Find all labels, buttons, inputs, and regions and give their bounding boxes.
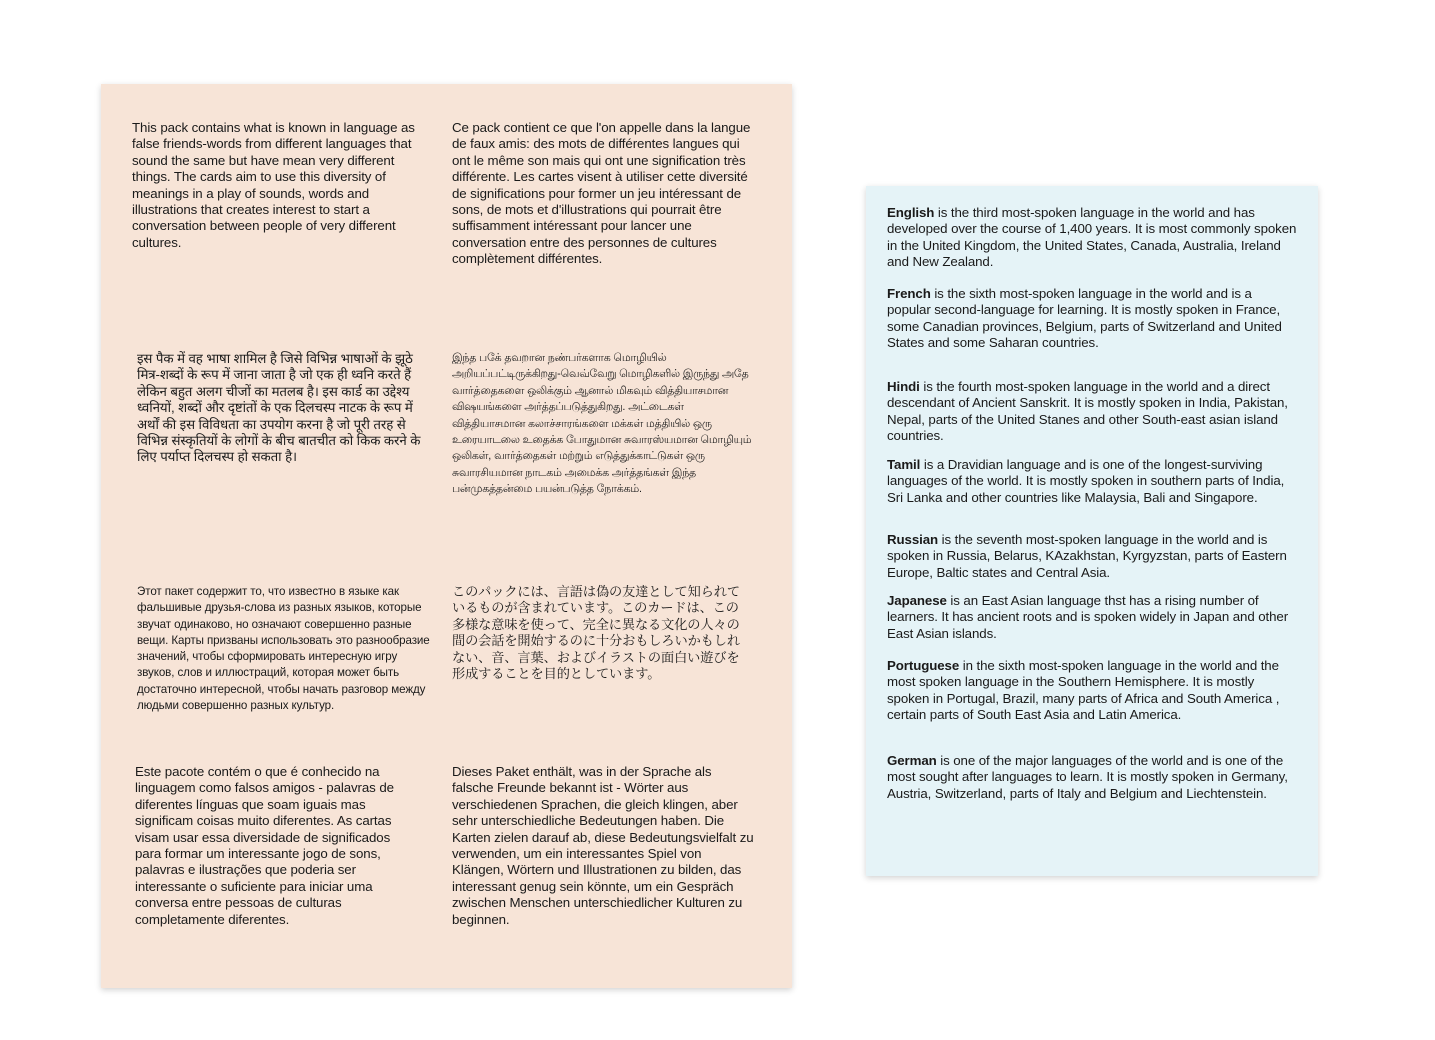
language-description: is the sixth most-spoken language in the world and is a popular second-language for learning. It is mostly spoken in France, some Canadian provinces, Belgium, parts of Switzerland and United States and some Saharan countries. <box>887 286 1282 351</box>
language-name: Hindi <box>887 379 920 394</box>
intro-text-portuguese: Este pacote contém o que é conhecido na linguagem como falsos amigos - palavras de diferentes línguas que soam iguais mas significam coisas muito diferentes. As cartas visam usar essa diversidade de significados para formar um interessante jogo de sons, palavras e ilustrações que poderia ser interessante o suficiente para iniciar uma conversa entre pessoas de culturas completamente diferentes. <box>135 764 394 927</box>
intro-text-english: This pack contains what is known in language as false friends-words from different languages that sound the same but have mean very different things. The cards aim to use this diversity of meanings in a play of sounds, words and illustrations that creates interest to start a conversation between people of very different cultures. <box>132 120 415 250</box>
language-name: English <box>887 205 935 220</box>
language-descriptions-card <box>866 186 1318 876</box>
multilingual-intro-card <box>101 84 792 988</box>
language-description: is an East Asian language thst has a rising number of learners. It has ancient roots and is spoken widely in Japan and other East Asian islands. <box>887 593 1289 641</box>
language-entry-french <box>887 286 1297 352</box>
language-entry-japanese <box>887 593 1297 642</box>
language-name: French <box>887 286 931 301</box>
language-description: is the third most-spoken language in the world and has developed over the course of 1,400 years. It is most commonly spoken in the United Kingdom, the United States, Canada, Australia, Ireland and New Zealand. <box>887 205 1297 270</box>
language-description: is the seventh most-spoken language in the world and is spoken in Russia, Belarus, KAzakhstan, Kyrgyzstan, parts of Eastern Europe, Baltic states and Central Asia. <box>887 532 1287 580</box>
language-entry-russian <box>887 532 1297 581</box>
language-description: in the sixth most-spoken language in the world and the most spoken language in the Southern Hemisphere. It is mostly spoken in Portugal, Brazil, many parts of Africa and South America , certain parts of South East Asia and Latin America. <box>887 658 1280 723</box>
language-entry-german <box>887 753 1297 802</box>
language-description: is one of the major languages of the world and is one of the most sought after languages to learn. It is mostly spoken in Germany, Austria, Switzerland, parts of Italy and Belgium and Liechtenstein. <box>887 753 1288 801</box>
intro-text-hindi: इस पैक में वह भाषा शामिल है जिसे विभिन्न भाषाओं के झूठे मित्र-शब्दों के रूप में जाना जाता है जो एक ही ध्वनि करते हैं लेकिन बहुत अलग चीजों का मतलब है। इस कार्ड का उद्देश्य ध्वनियों, शब्दों और दृष्टांतों के एक दिलचस्प नाटक के रूप में अर्थों की इस विविधता का उपयोग करना है जो पूरी तरह से विभिन्न संस्कृतियों के लोगों के बीच बातचीत को किक करने के लिए पर्याप्त दिलचस्प हो सकता है। <box>137 351 421 465</box>
language-name: Japanese <box>887 593 947 608</box>
language-name: Russian <box>887 532 939 547</box>
intro-text-russian: Этот пакет содержит то, что известно в языке как фальшивые друзья-слова из разных языков, которые звучат одинаково, но означают совершенно разные вещи. Карты призваны использовать это разнообразие значений, чтобы сформировать интересную игру звуков, слов и иллюстраций, которая может быть достаточно интересной, чтобы начать разговор между людьми совершенно разных культур. <box>137 585 430 713</box>
language-entry-portuguese <box>887 658 1297 724</box>
language-entry-hindi <box>887 379 1297 445</box>
language-name: Tamil <box>887 457 921 472</box>
language-description: is a Dravidian language and is one of the longest-surviving languages of the world. It is mostly spoken in southern parts of India, Sri Lanka and other countries like Malaysia, Bali and Singapore. <box>887 457 1285 505</box>
language-entry-tamil <box>887 457 1297 506</box>
intro-text-french: Ce pack contient ce que l'on appelle dans la langue de faux amis: des mots de différentes langues qui ont le même son mais qui ont une signification très différente. Les cartes visent à utiliser cette diversité de significations pour former un jeu intéressant de sons, de mots et d'illustrations qui pourrait être suffisamment intéressant pour lancer une conversation entre des personnes de cultures complètement différentes. <box>452 120 751 267</box>
intro-text-japanese: このパックには、言語は偽の友達として知られているものが含まれています。このカードは、この多様な意味を使って、完全に異なる文化の人々の間の会話を開始するのに十分おもしろいかもしれない、音、言葉、およびイラストの面白い遊びを形成することを目的としています。 <box>452 584 740 682</box>
intro-text-german: Dieses Paket enthält, was in der Sprache als falsche Freunde bekannt ist - Wörter aus verschiedenen Sprachen, die gleich klingen, aber sehr unterschiedliche Bedeutungen haben. Die Karten zielen darauf ab, diese Bedeutungsvielfalt zu verwenden, um ein interessantes Spiel von Klängen, Wörtern und Illustrationen zu bilden, das interessant genug sein könnte, um ein Gespräch zwischen Menschen unterschiedlicher Kulturen zu beginnen. <box>452 764 754 927</box>
language-name: Portuguese <box>887 658 960 673</box>
language-description: is the fourth most-spoken language in the world and a direct descendant of Ancient Sanskrit. It is mostly spoken in India, Pakistan, Nepal, parts of the United Stanes and other South-east asian island countries. <box>887 379 1288 444</box>
language-entry-english <box>887 205 1297 271</box>
language-name: German <box>887 753 937 768</box>
intro-text-tamil: இந்த பகே் தவறான நண்பர்களாக மொழியில் அறியப்பட்டிருக்கிறது-வெவ்வேறு மொழிகளில் இருந்து அதே வார்த்தைகளை ஒலிக்கும் ஆனால் மிகவும் வித்தியாசமான விஷயங்களை அர்த்தப்படுத்துகிறது. அட்டைகள் வித்தியாசமான கலாச்சாரங்களை மக்கள் மத்தியில் ஒரு உரையாடலை உதைக்க போதுமான சுவாரஸ்யமான மொழியும் ஒலிகள், வார்த்தைகள் மற்றும் எடுத்துக்காட்டுகள் ஒரு சுவாரசியமான நாடகம் அமைக்க அர்த்தங்கள் இந்த பன்முகத்தன்மை பயன்படுத்த நோக்கம். <box>452 352 752 496</box>
